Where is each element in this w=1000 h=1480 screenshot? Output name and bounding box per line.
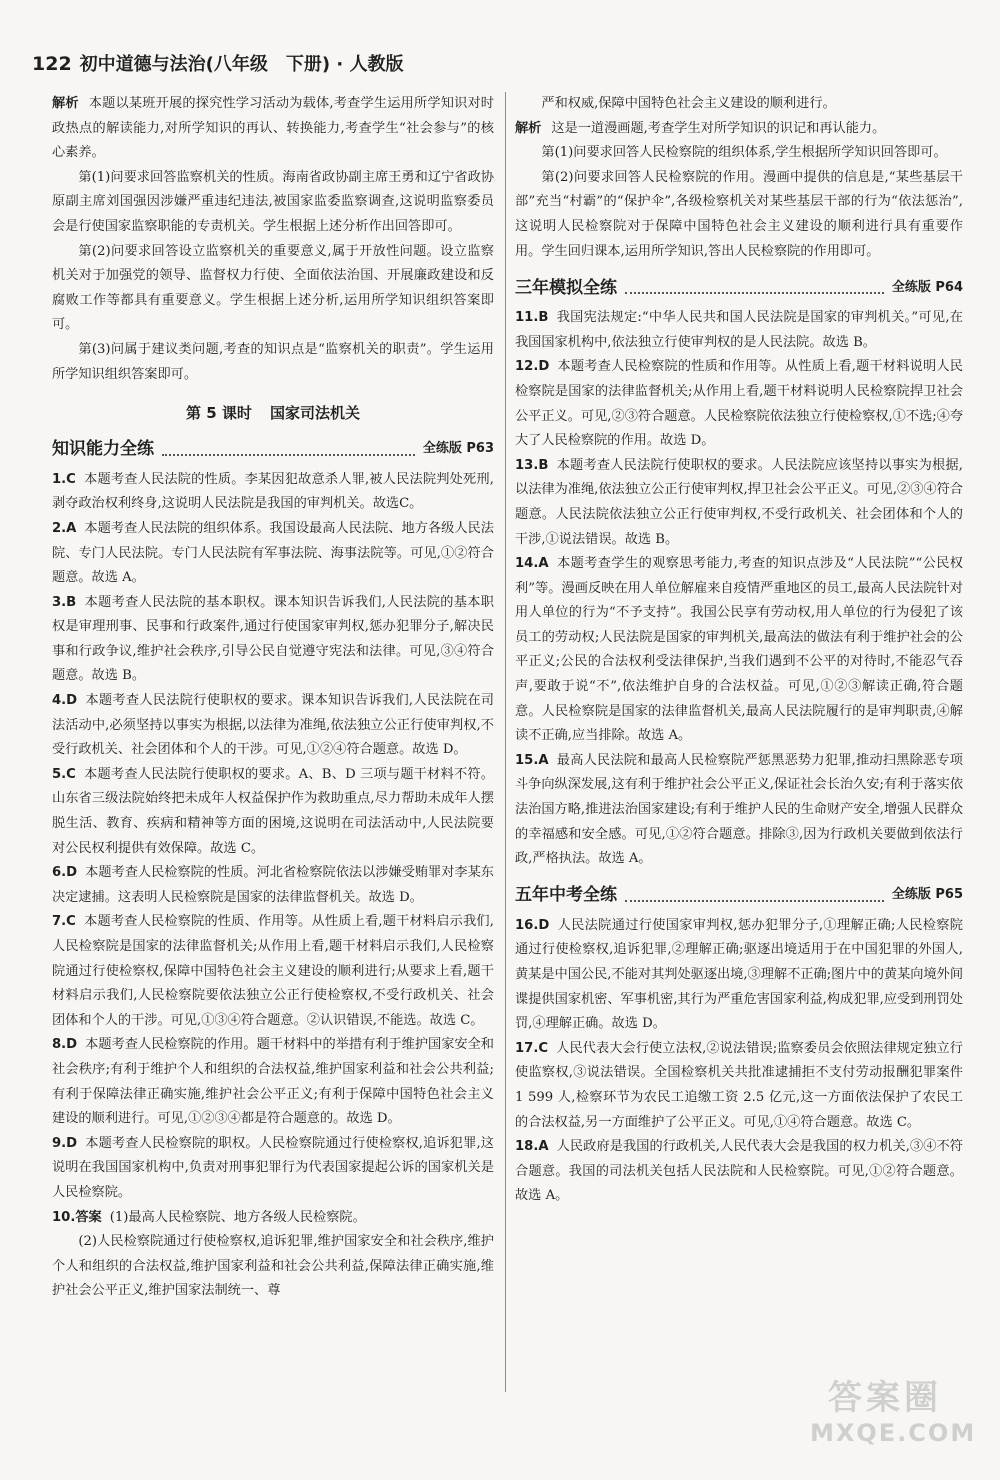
- item-number: 4.D: [52, 693, 78, 709]
- item-number: 12.D: [515, 359, 550, 375]
- section-ref: 全练版 P65: [891, 887, 963, 903]
- answer-item: [52, 1132, 494, 1206]
- item-text: 最高人民法院和最高人民检察院严惩黑恶势力犯罪,推动扫黑除恶专项斗争向纵深发展,这有利于维护社会公平正义,保证社会长治久安;有利于落实依法治国方略,推进法治国家建设;有利于维护人民的生命财产安全,增强人民群众的幸福感和安全感。可见,①②符合题意。排除③,因为行政机关要做到依法行政,严格执法。故选 A。: [515, 752, 964, 867]
- answer-item: [52, 1033, 494, 1131]
- answer-item: [515, 1037, 963, 1135]
- item-text: 本题考查人民检察院的性质。河北省检察院依法以涉嫌受贿罪对李某东决定逮捕。这表明人民检察院是国家的法律监督机关。故选 D。: [52, 865, 494, 905]
- section-ref: 全练版 P64: [891, 279, 963, 295]
- item-text: 人民代表大会行使立法权,②说法错误;监察委员会依照法律规定独立行使监察权,③说法错误。全国检察机关共批准逮捕拒不支付劳动报酬犯罪案件 1 599 人,检察环节为农民工追缴工资 2.5 亿元,这一方面依法保护了农民工的合法权益,另一方面维护了公平正义。可见,①④符合题意。故选 C。: [515, 1040, 963, 1130]
- section-title: 五年中考全练: [515, 885, 617, 906]
- lesson-heading: [52, 401, 494, 426]
- answer-item: [52, 468, 494, 517]
- item-text: 我国宪法规定:“中华人民共和国人民法院是国家的审判机关。”可见,在我国国家机构中,依法独立行使审判权的是人民法院。故选 B。: [515, 310, 963, 350]
- book-title: 初中道德与法治(八年级 下册) · 人教版: [79, 54, 404, 75]
- section-heading: [515, 272, 963, 300]
- item-number: 3.B: [52, 594, 77, 610]
- item-text: 本题考查人民法院的基本职权。课本知识告诉我们,人民法院的基本职权是审理刑事、民事和行政案件,通过行使国家审判权,惩办犯罪分子,解决民事和行政争议,维护社会秩序,引导公民自觉遵守宪法和法律。可见,③④符合题意。故选 B。: [52, 594, 494, 684]
- analysis-paragraph: 第(2)问要求回答人民检察院的作用。漫画中提供的信息是,“某些基层干部”充当“村霸”的“保护伞”,各级检察机关对某些基层干部的行为“依法惩治”,这说明人民检察院对于保障中国特色社会主义建设的顺利进行具有重要作用。学生回归课本,运用所学知识,答出人民检察院的作用即可。: [515, 169, 963, 259]
- item-number: 1.C: [52, 471, 76, 487]
- answer-item: [52, 689, 494, 763]
- item-text: 本题考查人民法院行使职权的要求。人民法院应该坚持以事实为根据,以法律为准绳,依法独立公正行使审判权,捍卫社会公平正义。可见,②③④符合题意。人民法院依法独立公正行使审判权,不受行政机关、社会团体和个人的干涉,①说法错误。故选 B。: [515, 457, 963, 547]
- item-number: 16.D: [515, 917, 550, 933]
- section-heading: [515, 880, 963, 908]
- answer-item: [515, 749, 963, 872]
- item-number: 6.D: [52, 865, 78, 881]
- analysis-paragraph: 第(3)问属于建议类问题,考查的知识点是“监察机关的职责”。学生运用所学知识组织答案即可。: [52, 341, 494, 382]
- analysis-paragraph: 第(1)问要求回答监察机关的性质。海南省政协副主席王勇和辽宁省政协原副主席刘国强因涉嫌严重违纪违法,被国家监委监察调查,这说明监察委员会是行使国家监察职能的专责机关。学生根据上述分析作出回答即可。: [52, 169, 494, 234]
- page-number: 122: [32, 53, 72, 75]
- item-text: 本题考查人民检察院的职权。人民检察院通过行使检察权,追诉犯罪,这说明在我国国家机构中,负责对刑事犯罪行为代表国家提起公诉的国家机关是人民检察院。: [52, 1135, 494, 1200]
- item-number: 18.A: [515, 1139, 549, 1155]
- item-text: 本题考查人民检察院的作用。题干材料中的举措有利于维护国家安全和社会秩序;有利于维护个人和组织的合法权益,维护国家利益和社会公共利益;有利于保障法律正确实施,维护社会公平正义;有利于保障中国特色社会主义建设的顺利进行。可见,①②③④都是符合题意的。故选 D。: [52, 1037, 494, 1127]
- section-title: 知识能力全练: [52, 439, 154, 460]
- analysis-text: 这是一道漫画题,考查学生对所学知识的识记和再认能力。: [551, 120, 886, 136]
- leader-dots: [162, 454, 415, 456]
- item-text: 本题考查人民法院的组织体系。我国设最高人民法院、地方各级人民法院、专门人民法院。专门人民法院有军事法院、海事法院等。可见,①②符合题意。故选 A。: [52, 520, 494, 586]
- intro-analysis: [52, 92, 494, 166]
- item-text: 本题考查人民法院行使职权的要求。课本知识告诉我们,人民法院在司法活动中,必须坚持以事实为根据,以法律为准绳,依法独立公正行使审判权,不受行政机关、社会团体和个人的干涉。可见,①②④符合题意。故选 D。: [52, 693, 494, 758]
- item-number: 17.C: [515, 1040, 549, 1056]
- leader-dots: [625, 900, 884, 902]
- answer-item: [52, 763, 494, 861]
- item-text: 本题考查人民法院的性质。李某因犯故意杀人罪,被人民法院判处死刑,剥夺政治权利终身,这说明人民法院是我国的审判机关。故选C。: [52, 471, 494, 512]
- analysis-keyword: 解析: [515, 120, 542, 136]
- item-number: 11.B: [515, 310, 549, 326]
- answer-item-10: [52, 1206, 494, 1231]
- analysis-paragraph: 第(2)问要求回答设立监察机关的重要意义,属于开放性问题。设立监察机关对于加强党的领导、监督权力行使、全面依法治国、开展廉政建设和反腐败工作等都具有重要意义。学生根据上述分析,运用所学知识组织答案即可。: [52, 243, 494, 333]
- item-text: 本题考查人民检察院的性质、作用等。从性质上看,题干材料启示我们,人民检察院是国家的法律监督机关;从作用上看,题干材料启示我们,人民检察院通过行使检察权,保障中国特色社会主义建设的顺利进行;从要求上看,题干材料启示我们,人民检察院要依法独立公正行使检察权,不受行政机关、社会团体和个人的干涉。可见,①③④符合题意。②认识错误,不能选。故选 C。: [52, 914, 494, 1028]
- lesson-title: 国家司法机关: [269, 404, 360, 423]
- answer-item: [52, 861, 494, 910]
- item-number: 8.D: [52, 1037, 78, 1053]
- item-number: 7.C: [52, 914, 76, 930]
- item-text: 人民法院通过行使国家审判权,惩办犯罪分子,①理解正确;人民检察院通过行使检察权,追诉犯罪,②理解正确;驱逐出境适用于在中国犯罪的外国人,黄某是中国公民,不能对其判处驱逐出境,③理解不正确;图片中的黄某向境外间谍提供国家机密、军事机密,其行为严重危害国家利益,构成犯罪,应受到刑罚处罚,④理解正确。故选 D。: [515, 917, 964, 1032]
- answer-item-10-part2: (2)人民检察院通过行使检察权,追诉犯罪,维护国家安全和社会秩序,维护个人和组织的合法权益,维护国家利益和社会公共利益,保障法律正确实施,维护社会公平正义,维护国家法制统一、尊: [52, 1234, 494, 1299]
- item-number: 2.A: [52, 520, 77, 536]
- item-text: 本题考查人民检察院的性质和作用等。从性质上看,题干材料说明人民检察院是国家的法律监督机关;从作用上看,题干材料说明人民检察院捍卫社会公平正义。可见,②③符合题意。人民检察院依法独立行使检察权,①不选;④夸大了人民检察院的作用。故选 D。: [515, 359, 964, 449]
- item-text: 人民政府是我国的行政机关,人民代表大会是我国的权力机关,③④不符合题意。我国的司法机关包括人民法院和人民检察院。可见,①②符合题意。故选 A。: [515, 1139, 963, 1204]
- answer-item: [515, 306, 963, 355]
- answer-item: [515, 454, 963, 552]
- answer-item: [52, 910, 494, 1033]
- watermark-url: MXQE.COM: [810, 1419, 977, 1447]
- item-text: 本题考查人民法院行使职权的要求。A、B、D 三项与题干材料不符。山东省三级法院始终把未成年人权益保护作为救助重点,尽力帮助未成年人摆脱生活、教育、疾病和精神等方面的困境,这说明在司法活动中,人民法院要对公民权利提供有效保障。故选 C。: [52, 766, 494, 856]
- answer-item: [52, 517, 494, 591]
- section-heading: [52, 434, 494, 462]
- answer-item: [515, 552, 963, 749]
- item-number: 13.B: [515, 457, 549, 473]
- analysis-block: [515, 117, 963, 142]
- answer-item: [515, 914, 963, 1037]
- lesson-number: 第 5 课时: [186, 404, 252, 423]
- answer-item: [515, 355, 963, 453]
- item-text: 本题考查学生的观察思考能力,考查的知识点涉及“人民法院”“公民权利”等。漫画反映在用人单位解雇来自疫情严重地区的员工,最高人民法院针对用人单位的行为“不予支持”。我国公民享有劳动权,用人单位的行为侵犯了该员工的劳动权;人民法院是国家的审判机关,最高法的做法有利于维护社会的公平正义;公民的合法权利受法律保护,当我们遇到不公平的对待时,不能忍气吞声,要敢于说“不”,依法维护自身的合法权益。可见,①②③解读正确,符合题意。人民检察院是国家的法律监督机关,最高人民法院履行的是审判职责,④解读不正确,应当排除。故选 A。: [515, 556, 963, 744]
- answer-item: [52, 591, 494, 689]
- column-divider: [505, 92, 506, 1392]
- section-title: 三年模拟全练: [515, 277, 617, 298]
- right-column: [515, 92, 963, 1209]
- page-header: [32, 50, 404, 80]
- item-number: 5.C: [52, 766, 76, 782]
- analysis-paragraph: 第(1)问要求回答人民检察院的组织体系,学生根据所学知识回答即可。: [541, 145, 947, 161]
- answer-continuation: 严和权威,保障中国特色社会主义建设的顺利进行。: [541, 96, 836, 111]
- item-number: 15.A: [515, 752, 549, 768]
- left-column: [52, 92, 494, 1304]
- watermark-logo-text: 答案圈: [828, 1378, 942, 1418]
- item-number: 14.A: [515, 556, 549, 572]
- analysis-keyword: 解析: [52, 96, 79, 111]
- site-watermark: [810, 1370, 977, 1460]
- item-number: 9.D: [52, 1135, 78, 1151]
- item-number: 10.答案: [52, 1209, 102, 1225]
- answer-item: [515, 1135, 963, 1209]
- item-text: (1)最高人民检察院、地方各级人民检察院。: [109, 1209, 366, 1225]
- analysis-text: 本题以某班开展的探究性学习活动为载体,考查学生运用所学知识对时政热点的解读能力,对所学知识的再认、转换能力,考查学生“社会参与”的核心素养。: [52, 96, 494, 161]
- section-ref: 全练版 P63: [422, 441, 494, 457]
- leader-dots: [625, 292, 884, 294]
